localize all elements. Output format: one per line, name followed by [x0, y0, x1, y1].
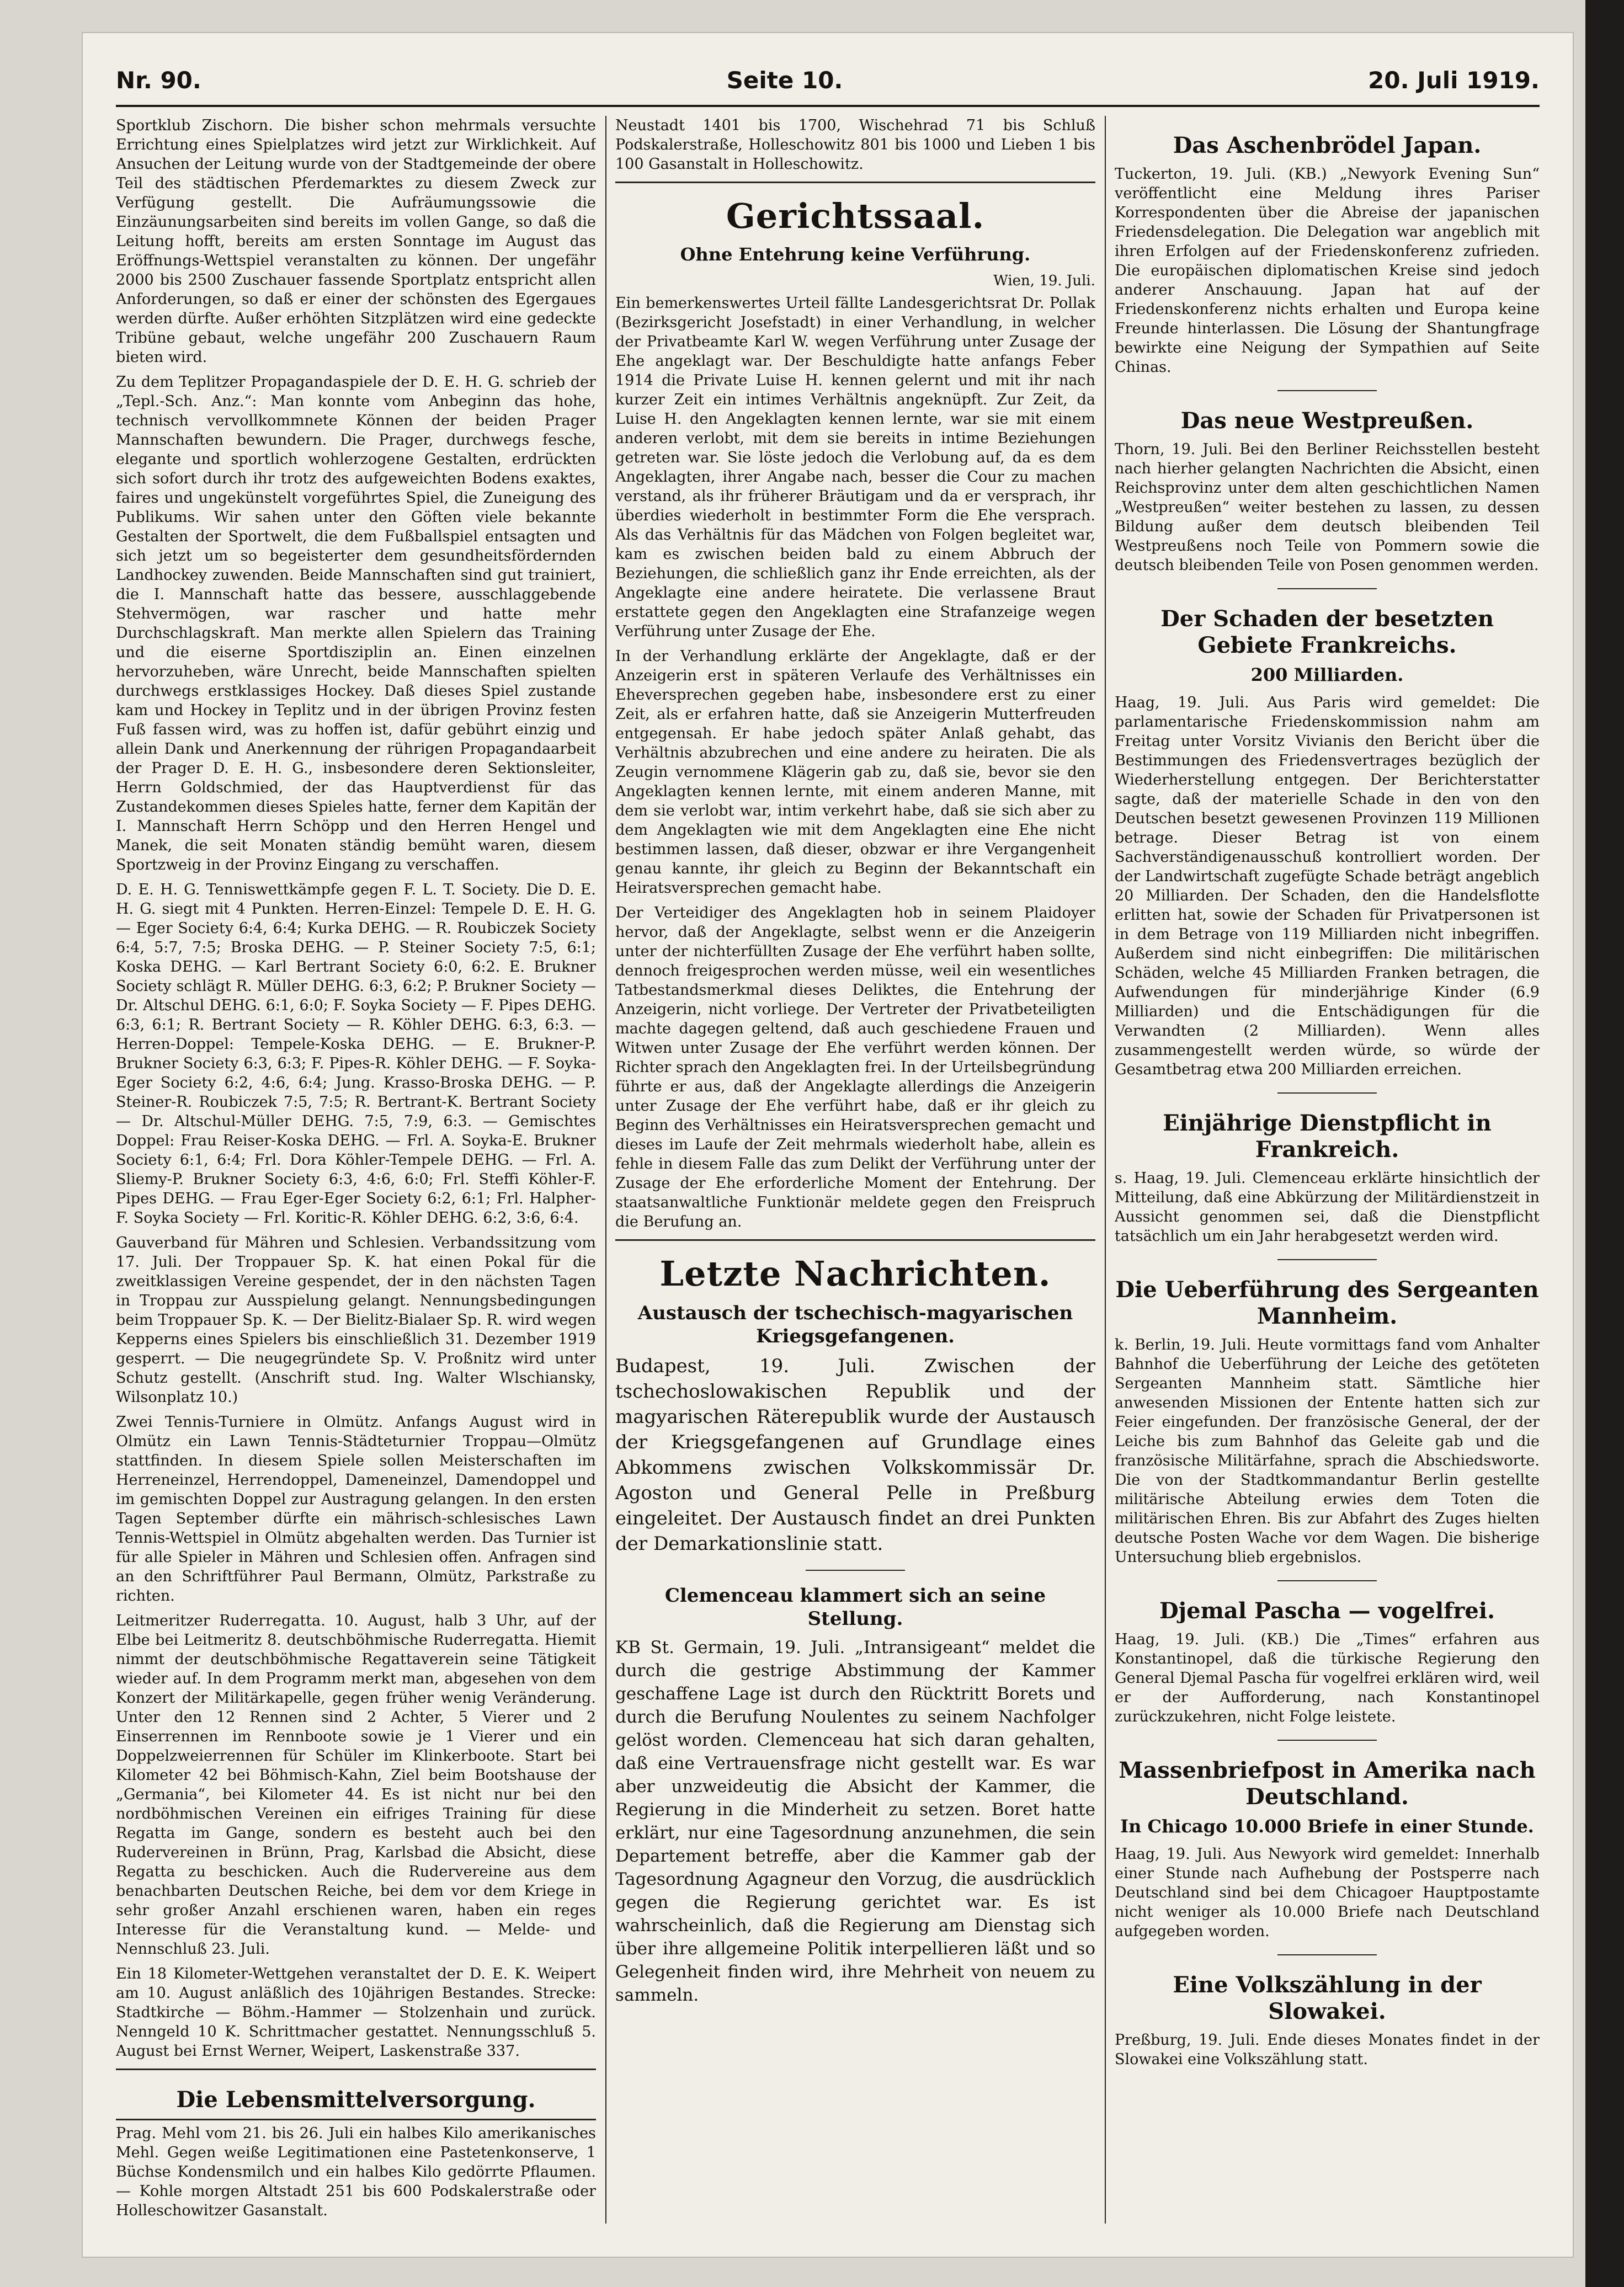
headline-briefpost: Massenbriefpost in Amerika nach Deutschland.: [1119, 1757, 1536, 1810]
masthead: [116, 55, 1540, 107]
subheadline-briefpost: In Chicago 10.000 Briefe in einer Stunde.: [1120, 1816, 1534, 1837]
article-mannheim: k. Berlin, 19. Juli. Heute vormittags fand vom Anhalter Bahnhof die Ueberführung der Leiche des getöteten Sergeanten Mannheim statt. Sämtliche hier anwesenden Missionen der Entente hatten sich zur Feier eingefunden. Der französische General, der der Leiche bis zum Bahnhof das Geleite gab und die französische Militärfahne, sprach die Abschiedsworte. Die von der Stadtkommandantur Berlin gestellte militärische Abteilung erwies dem Toten die militärischen Ehren. Bis zur Abfahrt des Zuges hielten deutsche Posten Wache vor dem Wagen. Die bisherige Untersuchung blieb ergebnislos.: [1115, 1336, 1540, 1566]
headline-mannheim: Die Ueberführung des Sergeanten Mannheim.: [1115, 1277, 1539, 1329]
subheadline-schaden: 200 Milliarden.: [1250, 664, 1404, 685]
column-3: [1115, 116, 1540, 2224]
article-westpreussen: Thorn, 19. Juli. Bei den Berliner Reichsstellen besteht nach hierher gelangten Nachrichten die Absicht, einen Reichsprovinz unter dem alten geschichtlichen Namen „Westpreußen“ weiter bestehen zu lassen, zu dessen Bildung außer dem deutsch bleibenden Teil Westpreußens noch Teile von Pommern sowie die deutsch bleibenden Teile von Posen genommen werden.: [1115, 441, 1540, 574]
headline-gerichtssaal: Gerichtssaal.: [726, 196, 985, 236]
column-divider: [1105, 116, 1106, 2224]
short-rule: [1277, 1580, 1377, 1581]
scan-edge: [1585, 0, 1624, 2287]
headline-schaden: Der Schaden der besetzten Gebiete Frankreichs.: [1160, 606, 1494, 658]
article-ruderregatta: Leitmeritzer Ruderregatta. 10. August, halb 3 Uhr, auf der Elbe bei Leitmeritz 8. deutschböhmische Ruderregatta. Hiemit nimmt der deutschböhmische Regattaverein seine Tätigkeit wieder auf. In dem Programm merkt man, abgesehen von dem Konzert der Militärkapelle, gegen früher wenig Veränderung. Unter den 12 Rennen sind 2 Achter, 5 Vierer und 2 Einserrennen im Rennboote sowie je 1 Vierer und ein Doppelzweierrennen für Schüler im Klinkerboote. Start bei Kilometer 42 bei Böhmisch-Kahn, Ziel beim Bootshause der „Germania“, bei Kilometer 44. Es ist nicht nur bei den nordböhmischen Vereinen ein eifriges Training für diese Regatta im Gange, sondern es besteht auch bei den Rudervereinen in Brünn, Prag, Karlsbad die Absicht, diese Regatta zu beschicken. Auch die Rudervereine aus dem benachbarten Deutschen Reiche, bei dem vor dem Kriege in sehr großer Anzahl erschienen waren, haben ein reges Interesse für die Veranstaltung kund. — Melde- und Nennschluß 23. Juli.: [116, 1612, 596, 1958]
headline-lebensmittel: Die Lebensmittelversorgung.: [176, 2087, 536, 2113]
article-tennis-olmuetz: Zwei Tennis-Turniere in Olmütz. Anfangs August wird in Olmütz ein Lawn Tennis-Städteturnier Troppau—Olmütz stattfinden. In diesem Spiele sollen Meisterschaften im Herreneinzel, Herrendoppel, Dameneinzel, Damendoppel und im gemischten Doppel zur Austragung gelangen. In den ersten Tagen September dürfte ein mährisch-schlesisches Lawn Tennis-Wettspiel in Olmütz abgehalten werden. Das Turnier ist für alle Spieler in Mähren und Schlesien offen. Anfragen sind an den Schriftführer Paul Bermann, Olmütz, Parkstraße zu richten.: [116, 1414, 596, 1604]
article-dienstpflicht: s. Haag, 19. Juli. Clemenceau erklärte hinsichtlich der Mitteilung, daß eine Abkürzung der Militärdienstzeit in Aussicht genommen sei, daß die Dienstpflicht tatsächlich um ein Jahr herabgesetzt werden wird.: [1115, 1170, 1540, 1245]
newspaper-page: [83, 33, 1573, 2257]
page-number: Seite 10.: [726, 66, 843, 94]
article-gauverband: Gauverband für Mähren und Schlesien. Verbandssitzung vom 17. Juli. Der Troppauer Sp. K. hat einen Pokal für die zweitklassigen Vereine gespendet, der in den nächsten Tagen in Troppau zur Ausspielung gelangt. Nennungsbedingungen beim Troppauer Sp. K. — Der Bielitz-Bialaer Sp. R. wird wegen Kepperns eines Spielers bis einschließlich 31. Dezember 1919 gesperrt. — Die neugegründete Sp. V. Proßnitz wird unter Schutz gestellt. (Anschrift stud. Ing. Walter Wlschiansky, Wilsonplatz 10.): [116, 1234, 596, 1406]
article-clemenceau: KB St. Germain, 19. Juli. „Intransigeant“ meldet die durch die gestrige Abstimmung der Kammer geschaffene Lage ist durch den Rücktritt Borets und durch die Berufung Noulentes zu seinem Nachfolger gelöst worden. Clemenceau hat sich daran gehalten, daß eine Vertrauensfrage nicht gestellt war. Es war aber unzweideutig die Absicht der Kammer, die Regierung in die Minderheit zu setzen. Boret hatte erklärt, nur eine Tagesordnung anzunehmen, die sein Departement betreffe, aber die Kammer gab der Tagesordnung Agagneur den Vorzug, die ausdrücklich gegen die Regierung gerichtet war. Es ist wahrscheinlich, daß die Regierung am Dienstag sich über ihre allgemeine Politik interpellieren läßt und so Gelegenheit finden wird, ihre Mehrheit von neuem zu sammeln.: [615, 1638, 1095, 2005]
dateline-wien: Wien, 19. Juli.: [993, 273, 1095, 289]
article-volkszaehlung: Preßburg, 19. Juli. Ende dieses Monates findet in der Slowakei eine Volkszählung statt.: [1115, 2032, 1540, 2068]
subheadline-gerichtssaal: Ohne Entehrung keine Verführung.: [680, 244, 1031, 265]
article-gericht-1: Ein bemerkenswertes Urteil fällte Landesgerichtsrat Dr. Pollak (Bezirksgericht Josefstadt) in einer Verhandlung, in welcher der Privatbeamte Karl W. wegen Verführung unter Zusage der Ehe angeklagt war. Der Beschuldigte hatte anfangs Feber 1914 die Private Luise H. kennen gelernt und mit ihr nach kurzer Zeit ein intimes Verhältnis angeknüpft. Zur Zeit, da Luise H. den Angeklagten kennen lernte, war sie mit einem anderen verlobt, mit dem sie bereits in intime Beziehungen getreten war. Sie löste jedoch die Verlobung auf, da es dem Angeklagten, ihrer Angabe nach, besser die Cour zu machen verstand, als ihr früherer Bräutigam und da er versprach, ihr überdies wiederholt in bestimmter Form die Ehe versprach. Als das Verhältnis für das Mädchen von Folgen begleitet war, kam es zwischen beiden bald zu einem Abbruch der Beziehungen, die schließlich ganz ihr Ende erreichten, als der Angeklagte eine andere heiratete. Die verlassene Braut erstattete gegen den Angeklagten eine Strafanzeige wegen Verführung unter Zusage der Ehe.: [615, 295, 1095, 640]
column-1: [116, 116, 596, 2224]
article-lebensmittel: Prag. Mehl vom 21. bis 26. Juli ein halbes Kilo amerikanisches Mehl. Gegen weiße Legitimationen eine Pastetenkonserve, 1 Büchse Kondensmilch und ein halbes Kilo gedörrte Pflaumen. — Kohle morgen Altstadt 251 bis 600 Podskalerstraße oder Holleschowitzer Gasanstalt.: [116, 2125, 596, 2219]
article-schaden: Haag, 19. Juli. Aus Paris wird gemeldet: Die parlamentarische Friedenskommission nahm am Freitag unter Vorsitz Vivianis den Bericht über die Bestimmungen des Friedensvertrages bezüglich der Wiederherstellung entgegen. Der Berichterstatter sagte, daß der materielle Schade in den von den Deutschen besetzt gewesenen Provinzen 119 Millionen betrage. Dieser Betrag ist von einem Sachverständigenausschuß kontrolliert worden. Der der Landwirtschaft zugefügte Schade beträgt angeblich 20 Milliarden. Der Schaden, den die Handelsflotte erlitten hat, sowie der Schaden für Privatpersonen ist in dem Betrage von 119 Milliarden nicht inbegriffen. Außerdem sind nicht einbegriffen: Die militärischen Schäden, welche 45 Milliarden Franken betragen, die Aufwendungen für minderjährige Kinder (6.9 Milliarden) und die Entschädigungen für die Verwandten (2 Milliarden). Wenn alles zusammengestellt werden würde, so würde der Gesamtbetrag etwa 200 Milliarden erreichen.: [1115, 694, 1540, 1078]
issue-date: 20. Juli 1919.: [1368, 66, 1540, 94]
article-briefpost: Haag, 19. Juli. Aus Newyork wird gemeldet: Innerhalb einer Stunde nach Aufhebung der Postsperre nach Deutschland sind bei dem Chicagoer Hauptpostamte nicht weniger als 10.000 Briefe nach Deutschland aufgegeben worden.: [1115, 1846, 1540, 1940]
columns: [116, 116, 1540, 2224]
article-gericht-2: In der Verhandlung erklärte der Angeklagte, daß er der Anzeigerin erst in späteren Verlaufe des Verhältnisses ein Eheversprechen gegeben habe, insbesondere erst zu einer Zeit, als er erfahren hatte, daß sie Anzeigerin Mutterfreuden entgegensah. Er habe jedoch später Anlaß gehabt, das Verhältnis abzubrechen und eine andere zu heiraten. Die als Zeugin vernommene Klägerin gab zu, daß sie, bevor sie den Angeklagten kennen lernte, mit einem anderen Manne, mit dem sie verlobt war, intim verkehrt habe, daß sie sich aber zu dem Angeklagten wie mit dem Angeklagten eine Ehe nicht bestimmen lassen, daß dieser, obzwar er ihre Vergangenheit genau kannte, ihr gleich zu Beginn der Bekanntschaft ein Heiratsversprechen gemacht habe.: [615, 648, 1095, 897]
article-wettgehen: Ein 18 Kilometer-Wettgehen veranstaltet der D. E. K. Weipert am 10. August anläßlich des 10jährigen Bestandes. Strecke: Stadtkirche — Böhm.-Hammer — Stolzenhain und zurück. Nenngeld 10 K. Schrittmacher gestattet. Nennungsschluß 5. August bei Ernst Werner, Weipert, Laskenstraße 337.: [116, 1965, 596, 2060]
headline-letzte-nachrichten: Letzte Nachrichten.: [659, 1254, 1051, 1294]
article-teplitz-hockey: Zu dem Teplitzer Propagandaspiele der D. E. H. G. schrieb der „Tepl.-Sch. Anz.“: Man konnte vom Anbeginn das hohe, technisch vervollkommnete Können der beiden Prager Mannschaften bewundern. Die Prager, durchwegs fesche, elegante und sportlich wohlerzogene Gestalten, erdrückten sich sofort durch ihr trotz des aufgeweichten Bodens exaktes, faires und ungekünstelt vorgeführtes Spiel, die Zuneigung des Publikums. Wir sahen unter den Göften viele bekannte Gestalten der Sportwelt, die dem Fußballspiel entsagten und sich jetzt um so begeisterter dem gesundheitsfördernden Landhockey zuwenden. Beide Mannschaften sind gut trainiert, die I. Mannschaft hatte das bessere, ausschlaggebende Stehvermögen, war rascher und hatte mehr Durchschlagskraft. Man merkte allen Spielern das Training und die eiserne Sportdisziplin an. Einen einzelnen hervorzuheben, wäre Unrecht, beide Mannschaften spielten durchwegs erstklassiges Hockey. Daß dieses Spiel zustande kam und Hockey in Teplitz und in der übrigen Provinz festen Fuß fassen wird, was zu hoffen ist, dafür gebührt einzig und allein Dank und Anerkennung der rührigen Propagandaarbeit der Prager D. E. H. G., insbesondere deren Sektionsleiter, Herrn Goldschmied, der das Hauptverdienst für das Zustandekommen dieses Spieles hatte, ferner dem Kapitän der I. Mannschaft Herrn Schöpp und den Herren Hengel und Manek, die seit Monaten ständig bemüht waren, diesem Sportzweig in der Provinz Eingang zu verschaffen.: [116, 374, 596, 873]
headline-djemal: Djemal Pascha — vogelfrei.: [1159, 1598, 1495, 1624]
headline-clemenceau: Clemenceau klammert sich an seine Stellung.: [664, 1585, 1046, 1630]
section-rule: [116, 2119, 596, 2120]
article-austausch: Budapest, 19. Juli. Zwischen der tschechoslowakischen Republik und der magyarischen Räterepublik wurde der Austausch der Kriegsgefangenen auf Grundlage eines Abkommens zwischen Volkskommissär Dr. Agoston und General Pelle in Preßburg eingeleitet. Der Austausch findet an drei Punkten der Demarkationslinie statt.: [615, 1355, 1095, 1555]
short-rule: [1277, 390, 1377, 391]
short-rule: [1277, 588, 1377, 589]
column-divider: [605, 116, 606, 2224]
article-tennis-results: D. E. H. G. Tenniswettkämpfe gegen F. L. T. Society. Die D. E. H. G. siegt mit 4 Punkten. Herren-Einzel: Tempele D. E. H. G. — Eger Society 6:4, 6:4; Kurka DEHG. — R. Roubiczek Society 6:4, 5:7, 7:5; Broska DEHG. — P. Steiner Society 7:5, 6:1; Koska DEHG. — Karl Bertrant Society 6:0, 6:2. E. Brukner Society schlägt R. Müller DEHG. 6:3, 6:2; P. Brukner Society — Dr. Altschul DEHG. 6:1, 6:0; F. Soyka Society — F. Pipes DEHG. 6:3, 6:1; R. Bertrant Society — R. Köhler DEHG. 6:3, 6:3. — Herren-Doppel: Tempele-Koska DEHG. — E. Brukner-P. Brukner Society 6:3, 6:3; F. Pipes-R. Köhler DEHG. — F. Soyka-Eger Society 6:2, 4:6, 6:4; Jung. Krasso-Broska DEHG. — P. Steiner-R. Roubiczek 7:5, 7:5; R. Bertrant-K. Bertrant Society — Dr. Altschul-Müller DEHG. 7:5, 7:9, 6:3. — Gemischtes Doppel: Frau Reiser-Koska DEHG. — Frl. A. Soyka-E. Brukner Society 6:1, 6:4; Frl. Dora Köhler-Tempele DEHG. — Frl. A. Sliemy-P. Brukner Society 6:3, 4:6, 6:0; Frl. Steffi Köhler-F. Pipes DEHG. — Frau Eger-Eger Society 6:2, 6:1; Frl. Halpher-F. Soyka Society — Frl. Koritic-R. Köhler DEHG. 6:2, 3:6, 6:4.: [116, 881, 596, 1227]
section-rule: [116, 2069, 596, 2070]
headline-dienstpflicht: Einjährige Dienstpflicht in Frankreich.: [1163, 1110, 1492, 1163]
headline-japan: Das Aschenbrödel Japan.: [1173, 132, 1482, 158]
short-rule: [1277, 1092, 1377, 1094]
short-rule: [1277, 1954, 1377, 1955]
article-lebensmittel-cont: Neustadt 1401 bis 1700, Wischehrad 71 bis Schluß Podskalerstraße, Holleschowitz 801 bis 1000 und Lieben 1 bis 100 Gasanstalt in Holleschowitz.: [615, 117, 1095, 173]
article-japan: Tuckerton, 19. Juli. (KB.) „Newyork Evening Sun“ veröffentlicht eine Meldung ihres Pariser Korrespondenten über die Abreise der japanischen Friedensdelegation. Die Delegation war angeblich mit ihren Erfolgen auf der Friedenskonferenz zufrieden. Die europäischen diplomatischen Kreise sind jedoch anderer Anschauung. Japan hat auf der Friedenskonferenz nichts erhalten und Europa keine Freunde hinterlassen. Die Lösung der Shantungfrage bewirkte eine Neigung der Sympathien auf Seite Chinas.: [1115, 166, 1540, 376]
issue-number: Nr. 90.: [116, 66, 201, 94]
short-rule: [1277, 1259, 1377, 1260]
article-gericht-3: Der Verteidiger des Angeklagten hob in seinem Plaidoyer hervor, daß der Angeklagte, selbst wenn er die Anzeigerin unter der nichterfüllten Zusage der Ehe verführt haben sollte, dennoch freigesprochen werden müsse, weil ein wesentliches Tatbestandsmerkmal dieses Deliktes, die Entehrung der Anzeigerin, nicht vorliege. Der Vertreter der Privatbeteiligten machte dagegen geltend, daß auch geschiedene Frauen und Witwen unter Zusage der Ehe verführt werden können. Der Richter sprach den Angeklagten frei. In der Urteilsbegründung führte er aus, daß der Angeklagte allerdings die Anzeigerin unter Zusage der Ehe verführt habe, daß er ihr gleich zu Beginn des Verhältnisses ein Heiratsversprechen gemacht und dieses im Laufe der Zeit mehrmals wiederholt habe, allein es fehle in diesem Falle das zum Delikt der Verführung unter der Zusage der Ehe erforderliche Moment der Entehrung. Der staatsanwaltliche Funktionär meldete gegen den Freispruch die Berufung an.: [615, 904, 1095, 1230]
article-sportklub: Sportklub Zischorn. Die bisher schon mehrmals versuchte Errichtung eines Spielplatzes wird jetzt zur Wirklichkeit. Auf Ansuchen der Leitung wurde von der Stadtgemeinde der obere Teil des städtischen Pferdemarktes zu diesem Zweck zur Verfügung gestellt. Die Aufräumungssowie die Einzäunungsarbeiten sind bereits im vollen Gange, so daß die Leitung hofft, bereits am ersten Sonntage im August das Eröffnungs-Wettspiel veranstalten zu können. Der ungefähr 2000 bis 2500 Zuschauer fassende Sportplatz entspricht allen Anforderungen, so daß er einer der schönsten des Egergaues werden dürfte. Außer erhöhten Sitzplätzen wird eine gedeckte Tribüne gebaut, welche ungefähr 200 Zuschauern Raum bieten wird.: [116, 117, 596, 366]
short-rule: [806, 1570, 905, 1571]
section-rule: [615, 182, 1095, 183]
headline-westpreussen: Das neue Westpreußen.: [1180, 408, 1474, 434]
section-rule: [615, 1239, 1095, 1241]
short-rule: [1277, 1740, 1377, 1741]
headline-volkszaehlung: Eine Volkszählung in der Slowakei.: [1173, 1972, 1482, 2024]
headline-austausch: Austausch der tschechisch-magyarischen Kriegsgefangenen.: [637, 1302, 1073, 1347]
column-2: [615, 116, 1095, 2224]
article-djemal: Haag, 19. Juli. (KB.) Die „Times“ erfahren aus Konstantinopel, daß die türkische Regierung den General Djemal Pascha für vogelfrei erklären wird, weil er der Aufforderung, nach Konstantinopel zurückzukehren, nicht Folge leistete.: [1115, 1631, 1540, 1725]
